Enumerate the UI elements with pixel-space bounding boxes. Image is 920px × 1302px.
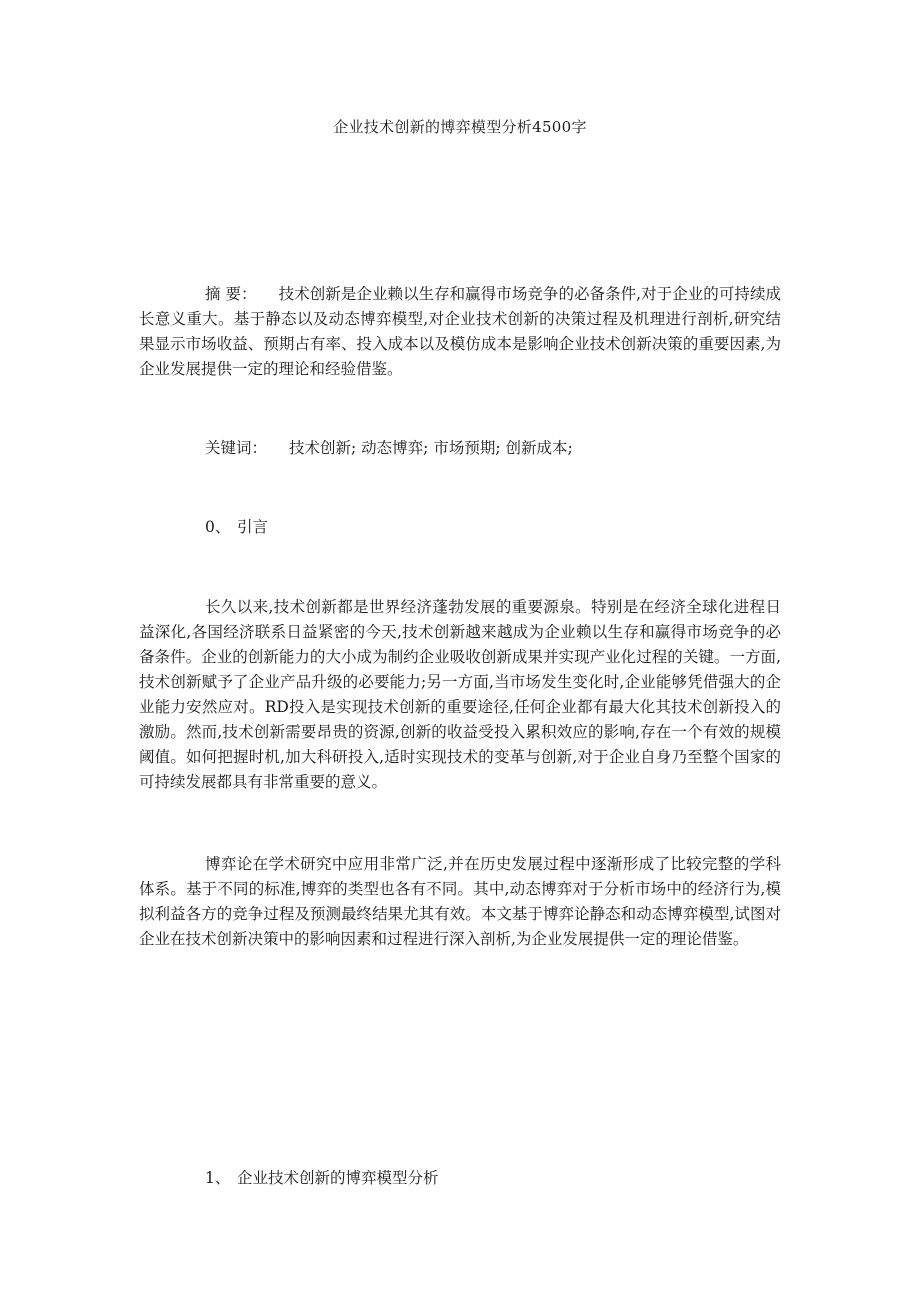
abstract-paragraph: [139, 282, 781, 382]
section-heading-intro: [205, 515, 268, 540]
document-title: 企业技术创新的博弈模型分析4500字: [333, 118, 587, 136]
body-paragraph: 博弈论在学术研究中应用非常广泛,并在历史发展过程中逐渐形成了比较完整的学科体系。基于不同的标准,博弈的类型也各有不同。其中,动态博弈对于分析市场中的经济行为,模拟利益各方的竞争过程及预测最终结果尤其有效。本文基于博弈论静态和动态博弈模型,试图对企业在技术创新决策中的影响因素和过程进行深入剖析,为企业发展提供一定的理论借鉴。: [139, 855, 781, 948]
section-title: 企业技术创新的博弈模型分析: [237, 1169, 439, 1187]
abstract-text: 技术创新是企业赖以生存和赢得市场竞争的必备条件,对于企业的可持续成长意义重大。基于静态以及动态博弈模型,对企业技术创新的决策过程及机理进行剖析,研究结果显示市场收益、预期占有率、投入成本以及模仿成本是影响企业技术创新决策的重要因素,为企业发展提供一定的理论和经验借鉴。: [139, 285, 781, 378]
keywords-line: [139, 436, 781, 461]
section-heading-analysis: [205, 1166, 439, 1191]
keywords-text: 技术创新; 动态博弈; 市场预期; 创新成本;: [289, 439, 573, 457]
keywords-label: 关键词：: [205, 439, 268, 457]
section-number: 0、: [205, 518, 231, 536]
abstract-label: 摘 要：: [205, 285, 257, 303]
body-paragraph: 长久以来,技术创新都是世界经济蓬勃发展的重要源泉。特别是在经济全球化进程日益深化,各国经济联系日益紧密的今天,技术创新越来越成为企业赖以生存和赢得市场竞争的必备条件。企业的创新能力的大小成为制约企业吸收创新成果并实现产业化过程的关键。一方面,技术创新赋予了企业产品升级的必要能力;另一方面,当市场发生变化时,企业能够凭借强大的企业能力安然应对。RD投入是实现技术创新的重要途径,任何企业都有最大化其技术创新投入的激励。然而,技术创新需要昂贵的资源,创新的收益受投入累积效应的影响,存在一个有效的规模阈值。如何把握时机,加大科研投入,适时实现技术的变革与创新,对于企业自身乃至整个国家的可持续发展都具有非常重要的意义。: [139, 598, 781, 791]
section-title: 引言: [237, 518, 269, 536]
section-number: 1、: [205, 1169, 231, 1187]
